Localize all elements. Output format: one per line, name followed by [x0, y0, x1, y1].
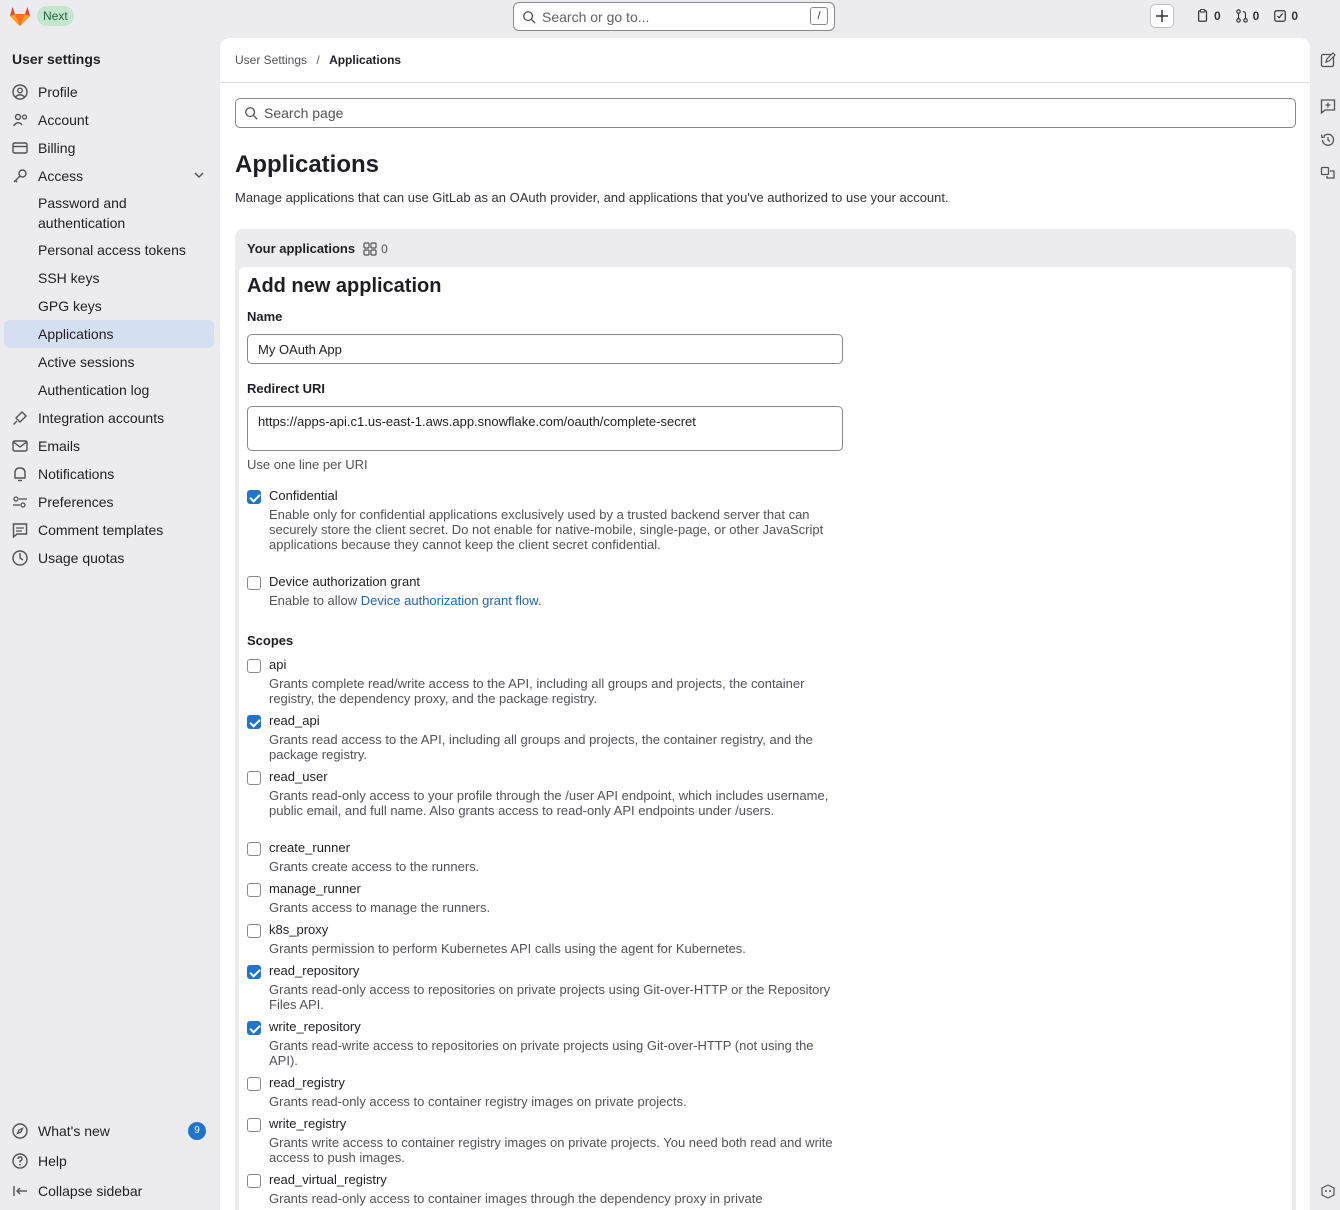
sidebar-item-label: Access [38, 168, 84, 184]
header-divider [220, 82, 1310, 83]
scope-description: Grants read-only access to container registry images on private projects. [269, 1094, 687, 1109]
scope-description: Grants read-only access to container images through the dependency proxy in private [269, 1191, 763, 1206]
sidebar-item-label: Comment templates [38, 522, 164, 538]
add-application-panel [239, 267, 1292, 1210]
right-rail [1310, 38, 1340, 1210]
sidebar-item-label: Usage quotas [38, 550, 125, 566]
collapse-left-icon [12, 1183, 28, 1199]
scope-checkbox[interactable] [247, 659, 261, 673]
merge-requests-count: 0 [1252, 9, 1260, 23]
collapse-sidebar-button[interactable] [4, 1176, 214, 1206]
confidential-checkbox[interactable] [247, 490, 261, 504]
scope-description: Grants access to manage the runners. [269, 900, 491, 915]
merge-request-icon [1235, 9, 1249, 23]
help-label: Help [38, 1153, 67, 1169]
sidebar-item-access[interactable] [4, 162, 214, 190]
scope-checkbox[interactable] [247, 965, 261, 979]
scope-name: read_api [269, 713, 320, 728]
help-button[interactable] [4, 1146, 214, 1176]
profile-icon [12, 84, 28, 100]
gitlab-logo-icon[interactable] [8, 4, 32, 28]
scope-option-read-api [247, 713, 847, 762]
issues-counter-button[interactable] [1196, 9, 1221, 23]
scope-option-read-registry [247, 1075, 847, 1109]
edit-icon[interactable] [1320, 52, 1336, 68]
sidebar-item-notifications[interactable] [4, 460, 214, 488]
your-applications-title: Your applications [247, 241, 356, 256]
account-icon [12, 112, 28, 128]
whats-new-label: What's new [38, 1123, 110, 1139]
sidebar-item-label: Profile [38, 84, 78, 100]
sidebar-subitem-ssh-keys[interactable]: SSH keys [38, 270, 100, 286]
scope-description: Grants read-only access to repositories on private projects using Git-over-HTTP or the Repository Files API. [269, 982, 831, 1012]
sidebar-item-preferences[interactable] [4, 488, 214, 516]
issues-icon [1196, 9, 1210, 23]
sidebar-item-account[interactable] [4, 106, 214, 134]
global-search-placeholder: Search or go to... [542, 8, 650, 25]
redirect-uri-help: Use one line per URI [247, 457, 368, 472]
scope-checkbox[interactable] [247, 715, 261, 729]
history-icon[interactable] [1320, 132, 1336, 148]
scope-description: Grants create access to the runners. [269, 859, 480, 874]
scope-description: Grants read access to the API, including all groups and projects, the container registry, and the package registry. [269, 732, 813, 762]
search-page-placeholder: Search page [264, 105, 344, 121]
scope-option-k8s-proxy [247, 922, 847, 956]
sidebar-item-comment-templates[interactable] [4, 516, 214, 544]
todos-count: 0 [1291, 9, 1298, 23]
comment-add-icon[interactable] [1320, 98, 1336, 114]
sidebar-item-label: Notifications [38, 466, 115, 482]
breadcrumb-separator: / [316, 53, 320, 67]
device-grant-option [247, 574, 847, 614]
applications-count [363, 242, 388, 256]
search-icon [244, 106, 258, 120]
whats-new-count-badge: 9 [188, 1122, 206, 1140]
scope-checkbox[interactable] [247, 924, 261, 938]
global-search-input[interactable] [513, 2, 835, 31]
question-icon [12, 1153, 28, 1169]
sidebar-footer [4, 1116, 214, 1206]
merge-requests-counter-button[interactable] [1235, 9, 1260, 23]
billing-icon [12, 140, 28, 156]
scope-option-api [247, 657, 847, 706]
scope-name: read_repository [269, 963, 360, 978]
scope-checkbox[interactable] [247, 883, 261, 897]
duo-chat-icon[interactable] [1320, 1184, 1336, 1200]
search-page-input[interactable] [235, 98, 1296, 128]
page-description: Manage applications that can use GitLab as an OAuth provider, and applications that you've authorized to use your account. [235, 190, 949, 205]
breadcrumb-user-settings-link[interactable]: User Settings [235, 53, 308, 67]
device-grant-label: Device authorization grant [269, 574, 421, 589]
sidebar-title: User settings [12, 51, 101, 67]
quota-icon [12, 550, 28, 566]
sidebar-subitem-applications[interactable]: Applications [4, 320, 214, 348]
scope-checkbox[interactable] [247, 1118, 261, 1132]
sidebar-subitem-password[interactable]: Password and authentication [38, 195, 127, 231]
scope-name: read_registry [269, 1075, 345, 1090]
sidebar-subitem-active-sessions[interactable]: Active sessions [38, 354, 135, 370]
confidential-description: Enable only for confidential applications exclusively used by a trusted backend server that can securely store the client secret. Do not enable for native-mobile, single-page, or other JavaScript applications because they cannot keep the client secret confidential. [269, 507, 824, 552]
key-icon [12, 168, 28, 184]
issues-count: 0 [1213, 9, 1221, 23]
top-bar [0, 0, 1340, 38]
sidebar-nav [4, 78, 214, 572]
switch-icon[interactable] [1320, 166, 1336, 182]
sidebar-item-label: Integration accounts [38, 410, 165, 426]
add-application-title: Add new application [247, 275, 442, 297]
main-panel [220, 38, 1310, 1210]
confidential-label: Confidential [269, 488, 338, 503]
device-grant-desc-suffix: . [537, 593, 542, 608]
whats-new-button[interactable] [4, 1116, 214, 1146]
your-applications-header [247, 241, 388, 256]
confidential-option [247, 488, 847, 552]
todos-counter-button[interactable] [1273, 9, 1298, 23]
scope-checkbox[interactable] [247, 1077, 261, 1091]
bell-icon [12, 466, 28, 482]
scope-description: Grants read-write access to repositories on private projects using Git-over-HTTP (not using the API). [269, 1038, 814, 1068]
collapse-sidebar-label: Collapse sidebar [38, 1183, 143, 1199]
scope-name: read_user [269, 769, 328, 784]
sidebar-item-profile[interactable] [4, 78, 214, 106]
sidebar [0, 38, 220, 1210]
slash-shortcut-key: / [810, 7, 828, 25]
create-new-button[interactable] [1150, 4, 1174, 28]
page-title: Applications [235, 151, 380, 178]
scope-description: Grants complete read/write access to the API, including all groups and projects, the container registry, the dependency proxy, and the package registry. [269, 676, 805, 706]
chevron-down-icon [194, 170, 204, 183]
redirect-uri-label: Redirect URI [247, 381, 326, 396]
plug-icon [12, 410, 28, 426]
compass-icon [12, 1123, 28, 1139]
search-icon [522, 10, 536, 24]
scope-description: Grants read-only access to your profile through the /user API endpoint, which includes username, public email, and full name. Also grants access to read-only API endpoints under /users. [269, 788, 829, 818]
sidebar-item-label: Preferences [38, 494, 114, 510]
mail-icon [12, 438, 28, 454]
breadcrumb-current: Applications [329, 53, 402, 67]
device-grant-checkbox[interactable] [247, 576, 261, 590]
scope-name: manage_runner [269, 881, 361, 896]
scope-description: Grants permission to perform Kubernetes API calls using the agent for Kubernetes. [269, 941, 746, 956]
sidebar-item-label: Billing [38, 140, 76, 156]
scope-name: k8s_proxy [269, 922, 329, 937]
device-grant-desc-prefix: Enable to allow [269, 593, 361, 608]
sidebar-item-integration-accounts[interactable] [4, 404, 214, 432]
scope-checkbox[interactable] [247, 1174, 261, 1188]
sidebar-subitem-personal-access-tokens[interactable]: Personal access tokens [38, 242, 186, 258]
scope-option-manage-runner [247, 881, 847, 915]
scope-name: write_registry [269, 1116, 347, 1131]
next-badge: Next [37, 6, 74, 26]
todo-icon [1273, 9, 1287, 23]
scope-name: create_runner [269, 840, 350, 855]
name-label: Name [247, 309, 283, 324]
scope-option-read-repository [247, 963, 847, 1012]
sidebar-item-usage-quotas[interactable] [4, 544, 214, 572]
sidebar-subitem-gpg-keys[interactable]: GPG keys [38, 298, 102, 314]
scope-option-write-registry [247, 1116, 847, 1165]
sidebar-subitem-authentication-log[interactable]: Authentication log [38, 382, 150, 398]
scope-name: read_virtual_registry [269, 1172, 387, 1187]
sidebar-item-emails[interactable] [4, 432, 214, 460]
scope-option-read-virtual-registry [247, 1172, 847, 1206]
sidebar-item-billing[interactable] [4, 134, 214, 162]
scope-checkbox[interactable] [247, 771, 261, 785]
your-applications-card [235, 229, 1296, 1210]
scopes-label: Scopes [247, 633, 294, 648]
device-grant-description [269, 593, 844, 608]
applications-count-value: 0 [381, 241, 388, 256]
device-grant-flow-link[interactable]: Device authorization grant flow [360, 593, 538, 608]
scope-option-create-runner [247, 840, 847, 874]
name-input[interactable] [247, 334, 843, 364]
plus-icon [1156, 10, 1168, 22]
scope-checkbox[interactable] [247, 842, 261, 856]
sidebar-item-label: Account [38, 112, 89, 128]
scope-name: api [269, 657, 287, 672]
applications-icon [363, 242, 377, 256]
scope-name: write_repository [269, 1019, 361, 1034]
scope-option-read-user [247, 769, 847, 824]
sidebar-item-label: Emails [38, 438, 81, 454]
scope-description: Grants write access to container registry images on private projects. You need both read and write access to push images. [269, 1135, 833, 1165]
scope-option-write-repository [247, 1019, 847, 1068]
redirect-uri-textarea[interactable]: https://apps-api.c1.us-east-1.aws.app.snowflake.com/oauth/complete-secret [247, 406, 843, 451]
scope-checkbox[interactable] [247, 1021, 261, 1035]
preferences-icon [12, 494, 28, 510]
comment-icon [12, 522, 28, 538]
breadcrumb [235, 53, 401, 67]
